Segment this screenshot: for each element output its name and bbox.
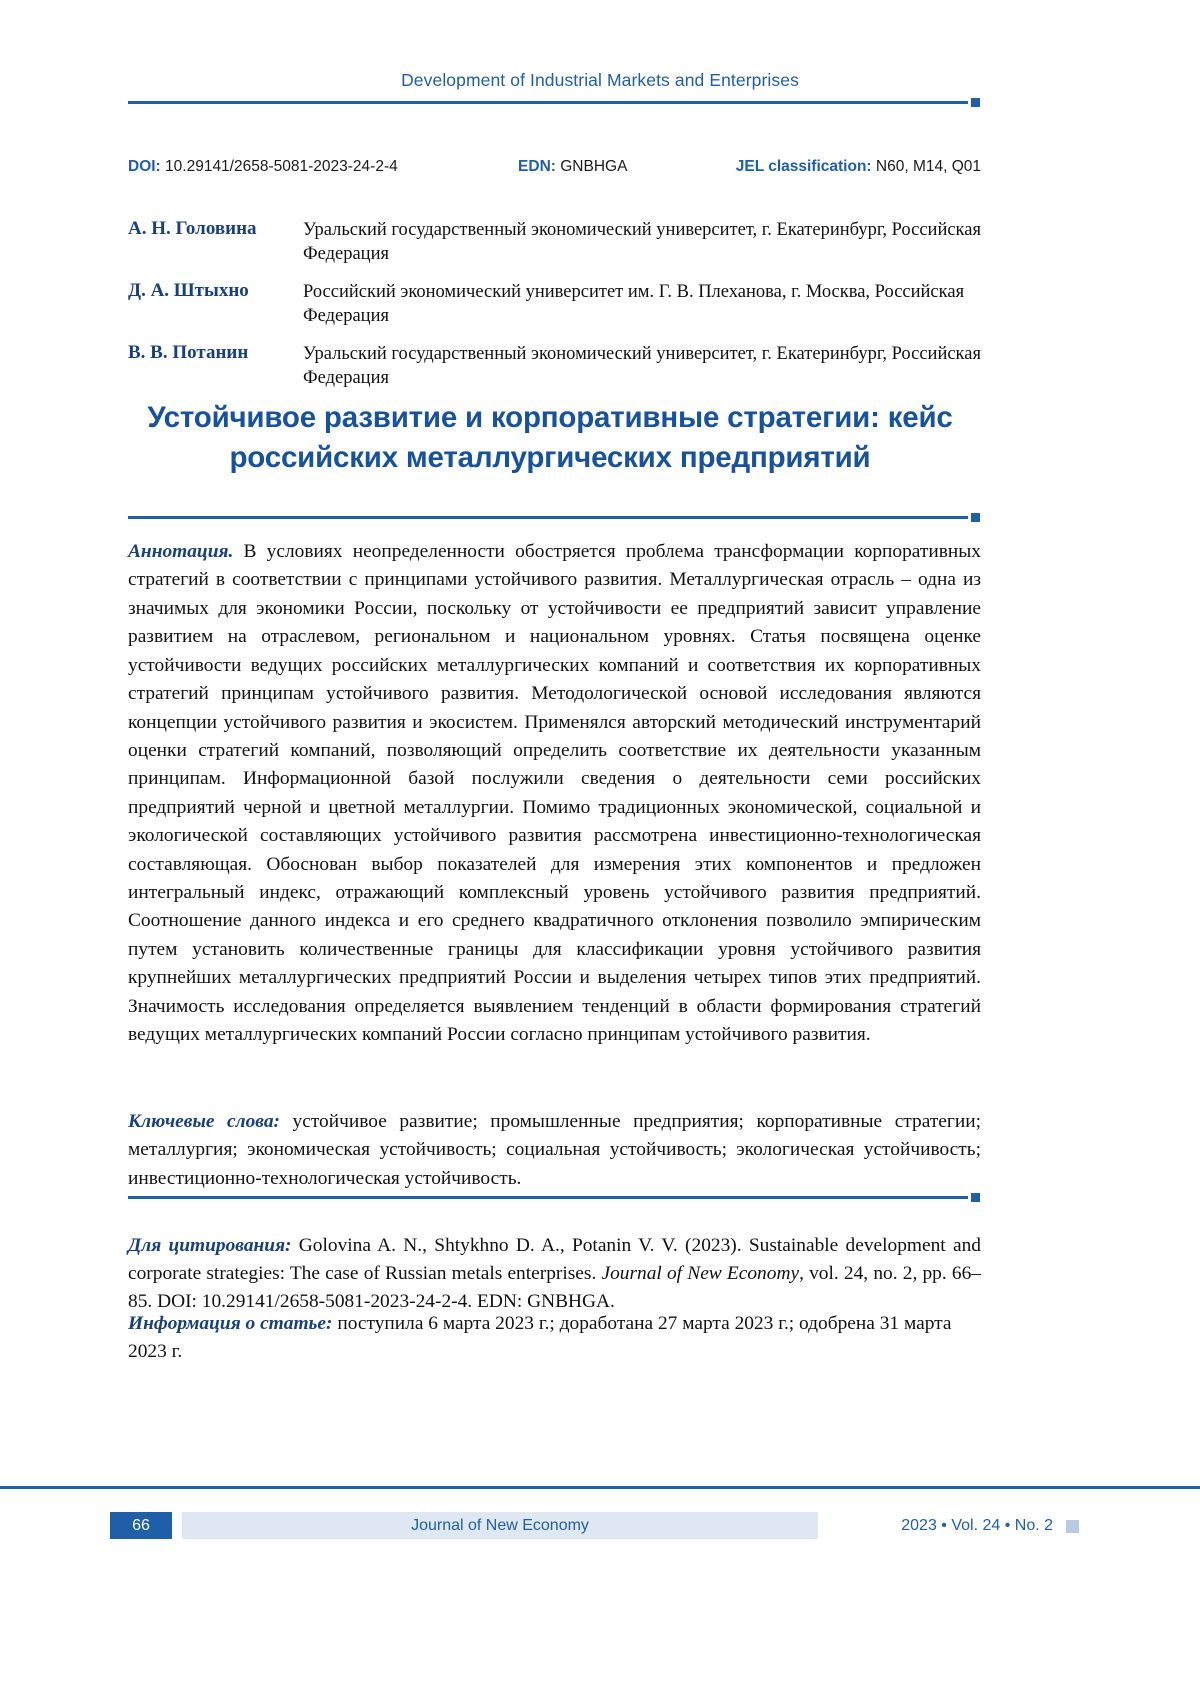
citation-top-rule — [128, 1196, 968, 1199]
citation-top-rule-square — [971, 1193, 980, 1202]
citation-block — [128, 1232, 981, 1316]
abstract-top-rule-square — [971, 513, 980, 522]
footer-square — [1066, 1520, 1079, 1533]
citation-authors: Golovina A. N., Shtykhno D. A., Potanin V. V. (2023). Sustainable development and corporate strategies: The case of Russian metals enterprises. — [128, 1235, 981, 1285]
author-row — [128, 218, 981, 266]
author-affiliation: Российский экономический университет им. Г. В. Плеханова, г. Москва, Российская Федерация — [303, 282, 965, 327]
author-row — [128, 280, 981, 328]
abstract-label: Аннотация. — [128, 541, 234, 562]
author-name: В. В. Потанин — [128, 342, 249, 364]
author-row — [128, 342, 981, 390]
jel-value: N60, M14, Q01 — [875, 158, 981, 175]
doi-block — [128, 158, 398, 176]
keywords-block — [128, 1108, 981, 1193]
doi-label: DOI: — [128, 158, 161, 175]
edn-value: GNBHGA — [560, 158, 628, 175]
keywords-text: устойчивое развитие; промышленные предприятия; корпоративные стратегии; металлургия; экономическая устойчивость; социальная устойчивость; экологическая устойчивость; инвестиционно-технологическая устойчивость. — [128, 1111, 981, 1189]
keywords-label: Ключевые слова: — [128, 1111, 280, 1132]
footer-page-number: 66 — [110, 1512, 172, 1539]
running-head: Development of Industrial Markets and Enterprises — [401, 70, 799, 90]
jel-block — [736, 158, 981, 176]
author-name: А. Н. Головина — [128, 218, 257, 239]
edn-label: EDN: — [518, 158, 556, 175]
author-name: Д. А. Штыхно — [128, 280, 249, 302]
abstract-top-rule — [128, 516, 968, 519]
author-list — [128, 218, 981, 404]
article-info-text: поступила 6 марта 2023 г.; доработана 27 марта 2023 г.; одобрена 31 марта 2023 г. — [128, 1313, 952, 1363]
article-identifiers — [128, 158, 981, 176]
citation-tail: , vol. 24, no. 2, pp. 66–85. DOI: 10.29141/2658-5081-2023-24-2-4. EDN: GNBHGA. — [128, 1263, 981, 1313]
article-info-label: Информация о статье: — [128, 1313, 333, 1334]
doi-value: 10.29141/2658-5081-2023-24-2-4 — [165, 158, 398, 175]
footer-issue-info: 2023 • Vol. 24 • No. 2 — [901, 1516, 1053, 1534]
page-title: Устойчивое развитие и корпоративные стратегии: кейс российских металлургических предприятий — [147, 401, 953, 475]
citation-label: Для цитирования: — [128, 1235, 292, 1256]
author-affiliation: Уральский государственный экономический университет, г. Екатеринбург, Российская Федерация — [303, 344, 981, 389]
footer-journal-name: Journal of New Economy — [182, 1512, 818, 1539]
page-footer — [0, 1512, 1200, 1542]
abstract-block — [128, 538, 981, 1050]
header-rule-square — [971, 98, 980, 107]
author-affiliation: Уральский государственный экономический университет, г. Екатеринбург, Российская Федерация — [303, 220, 981, 265]
article-info-block — [128, 1310, 981, 1366]
citation-journal: Journal of New Economy — [601, 1263, 800, 1285]
edn-block — [518, 158, 627, 176]
jel-label: JEL classification: — [735, 158, 872, 175]
footer-rule — [0, 1486, 1200, 1489]
header-rule — [128, 101, 968, 104]
abstract-text: В условиях неопределенности обостряется проблема трансформации корпоративных стратегий в соответствии с принципами устойчивого развития. Металлургическая отрасль – одна из значимых для экономики России, поскольку от устойчивости ее предприятий зависит управление развитием на отраслевом, региональном и национальном уровнях. Статья посвящена оценке устойчивости ведущих российских металлургических компаний и соответствия их корпоративных стратегий принципам устойчивого развития. Методологической основой исследования являются концепции устойчивого развития и экосистем. Применялся авторский методический инструментарий оценки стратегий компаний, позволяющий определить соответствие их деятельности указанным принципам. Информационной базой послужили сведения о деятельности семи российских предприятий черной и цветной металлургии. Помимо традиционных экономической, социальной и экологической составляющих устойчивого развития рассмотрена инвестиционно-технологическая составляющая. Обоснован выбор показателей для измерения этих компонентов и предложен интегральный индекс, отражающий комплексный уровень устойчивого развития предприятий. Соотношение данного индекса и его среднего квадратичного отклонения позволило эмпирическим путем установить количественные границы для классификации уровня устойчивого развития крупнейших металлургических предприятий России и выделения четырех типов этих предприятий. Значимость исследования определяется выявлением тенденций в области формирования стратегий ведущих металлургических компаний России согласно принципам устойчивого развития. — [128, 541, 981, 1046]
